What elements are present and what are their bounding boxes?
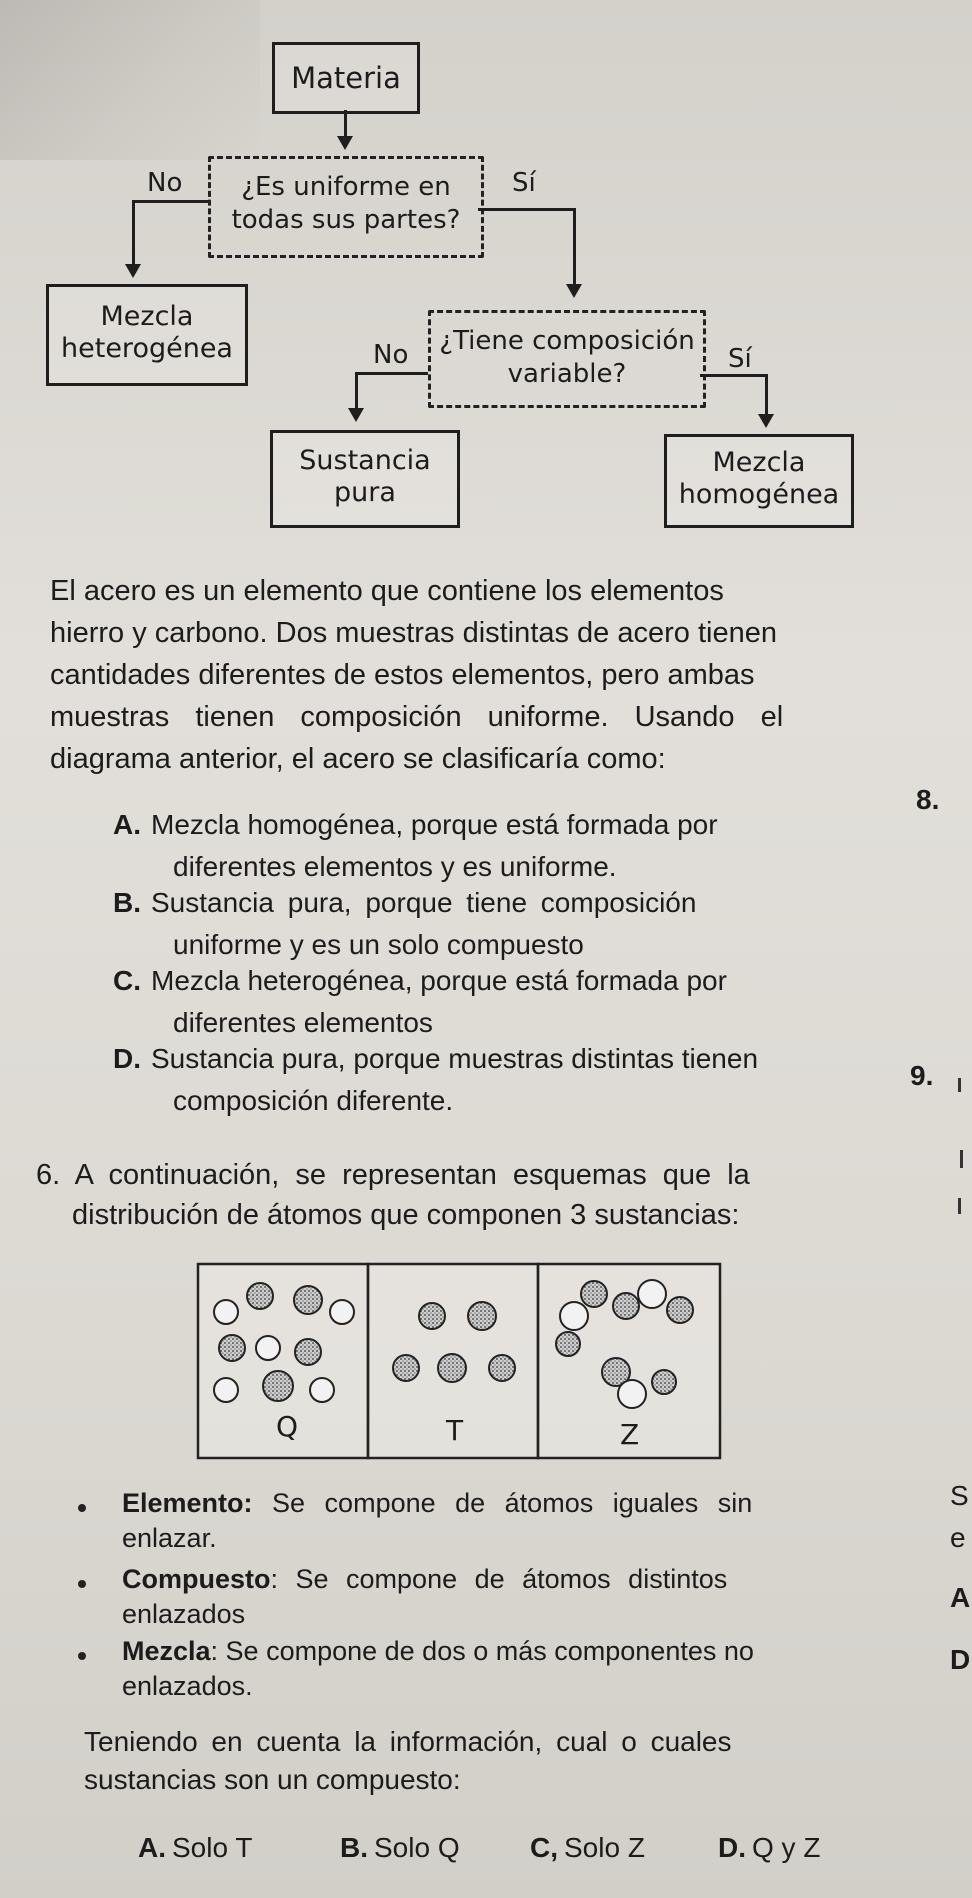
connector-line [355, 372, 358, 410]
definition-mezcla-text: : Se compone de dos o más componentes no [210, 1636, 754, 1666]
connector-line [700, 374, 768, 377]
option-a-key: A. [113, 809, 141, 840]
option-b-text: Sustancia pura, porque tiene composición [151, 887, 697, 918]
materia-label: Materia [291, 61, 401, 95]
option-d-text: Sustancia pura, porque muestras distintas tienen [151, 1043, 759, 1074]
answer-c-text: Solo Z [564, 1832, 645, 1863]
sustancia-pura-line1: Sustancia [299, 445, 431, 476]
definition-mezcla [122, 1634, 842, 1704]
option-c-text: Mezcla heterogénea, porque está formada por [151, 965, 727, 996]
answer-a[interactable] [138, 1832, 252, 1864]
panel-q-label: Q [276, 1410, 299, 1443]
label-si-2: Sí [728, 344, 752, 374]
panel-z-label: Z [620, 1418, 640, 1451]
question-number-9: 9. [910, 1060, 934, 1091]
question-atoms-line2: distribución de átomos que componen 3 sustancias: [72, 1199, 740, 1231]
bullet [78, 1580, 86, 1588]
option-b[interactable] [113, 884, 863, 964]
question-uniform-box [208, 156, 484, 258]
question-uniform-line2: todas sus partes? [231, 205, 461, 235]
option-a-text-cont: diferentes elementos y es uniforme. [173, 851, 617, 882]
definition-elemento [122, 1486, 842, 1556]
option-b-text-cont: uniforme y es un solo compuesto [173, 929, 584, 960]
definition-compuesto-cont: enlazados [122, 1599, 246, 1629]
materia-box [272, 42, 420, 114]
answer-b-key: B. [340, 1832, 368, 1863]
question-variable-box [428, 310, 706, 408]
connector-line [132, 200, 135, 266]
definition-compuesto-term: Compuesto [122, 1564, 271, 1594]
connector-line [355, 372, 428, 375]
question-steel-line: hierro y carbono. Dos muestras distintas de acero tienen [50, 617, 777, 649]
page-shadow [0, 0, 260, 160]
question-number-8: 8. [916, 784, 940, 815]
mezcla-homogenea-line2: homogénea [678, 479, 840, 510]
option-c-text-cont: diferentes elementos [173, 1007, 433, 1038]
arrow-down-icon [337, 136, 353, 150]
option-c-key: C. [113, 965, 141, 996]
connector-line [478, 208, 576, 211]
right-edge-tick [960, 1150, 963, 1168]
option-a-text: Mezcla homogénea, porque está formada por [151, 809, 718, 840]
option-b-key: B. [113, 887, 141, 918]
question-atoms-line1: 6. A continuación, se representan esquemas que la [36, 1159, 750, 1191]
arrow-down-icon [125, 264, 141, 278]
question-steel-line: diagrama anterior, el acero se clasificaría como: [50, 743, 666, 775]
label-no-2: No [373, 340, 409, 370]
answer-c[interactable] [530, 1832, 645, 1864]
definition-elemento-term: Elemento: [122, 1488, 253, 1518]
definition-compuesto [122, 1562, 842, 1632]
right-edge-tick [958, 1198, 961, 1214]
option-c[interactable] [113, 962, 863, 1042]
mezcla-homogenea-line1: Mezcla [712, 447, 806, 478]
option-d-key: D. [113, 1043, 141, 1074]
edge-letter-a: A [950, 1582, 971, 1613]
mezcla-heterogenea-line2: heterogénea [61, 333, 233, 364]
question-steel-line: muestras tienen composición uniforme. Usando el [50, 701, 784, 733]
edge-letter-d: D [950, 1644, 971, 1675]
definition-compuesto-text: : Se compone de átomos distintos [270, 1564, 728, 1594]
answer-d[interactable] [718, 1832, 820, 1864]
connector-line [573, 208, 576, 286]
answer-d-key: D. [718, 1832, 746, 1863]
definition-elemento-text: Se compone de átomos iguales sin [252, 1488, 753, 1518]
sustancia-pura-box [270, 430, 460, 528]
question-steel-line: El acero es un elemento que contiene los elementos [50, 575, 724, 607]
sustancia-pura-line2: pura [334, 477, 396, 508]
panel-t-label: T [446, 1414, 464, 1447]
question-atoms-prompt-line2: sustancias son un compuesto: [84, 1764, 461, 1795]
option-d-text-cont: composición diferente. [173, 1085, 454, 1116]
definition-mezcla-cont: enlazados. [122, 1671, 253, 1701]
question-atoms-prompt-line1: Teniendo en cuenta la información, cual o cuales [84, 1726, 732, 1757]
option-d[interactable] [113, 1040, 863, 1120]
question-variable-line1: ¿Tiene composición [439, 326, 695, 356]
label-no-1: No [147, 168, 183, 198]
arrow-down-icon [348, 408, 364, 422]
bullet [78, 1504, 86, 1512]
edge-letter-s: S [950, 1480, 969, 1511]
mezcla-homogenea-box [664, 434, 854, 528]
question-steel-line: cantidades diferentes de estos elementos, pero ambas [50, 659, 755, 691]
right-edge-tick [958, 1078, 961, 1092]
answer-a-text: Solo T [172, 1832, 253, 1863]
connector-line [765, 374, 768, 416]
label-si-1: Sí [512, 168, 536, 198]
question-variable-line2: variable? [507, 359, 627, 389]
bullet [78, 1652, 86, 1660]
arrow-down-icon [566, 284, 582, 298]
answer-d-text: Q y Z [752, 1832, 821, 1863]
question-uniform-line1: ¿Es uniforme en [241, 172, 451, 202]
option-a[interactable] [113, 806, 863, 886]
connector-line [344, 110, 347, 138]
connector-line [132, 200, 208, 203]
edge-letter-e: e [950, 1522, 966, 1553]
answer-b[interactable] [340, 1832, 460, 1864]
answer-a-key: A. [138, 1832, 166, 1863]
mezcla-heterogenea-line1: Mezcla [100, 301, 194, 332]
answer-b-text: Solo Q [374, 1832, 460, 1863]
arrow-down-icon [758, 414, 774, 428]
definition-mezcla-term: Mezcla [122, 1636, 211, 1666]
definition-elemento-cont: enlazar. [122, 1523, 217, 1553]
mezcla-heterogenea-box [46, 284, 248, 386]
answer-c-key: C, [530, 1832, 558, 1863]
